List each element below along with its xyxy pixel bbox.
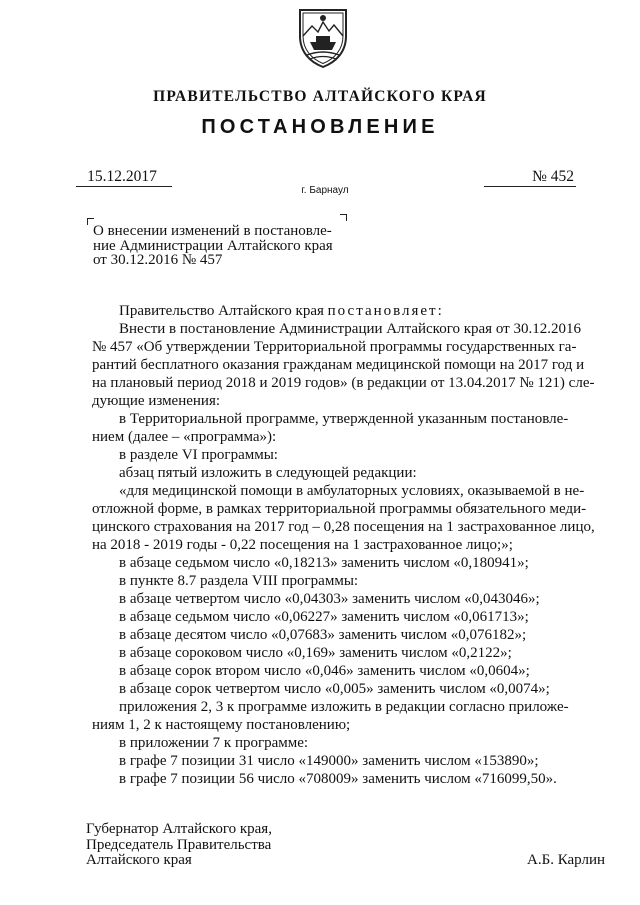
signatory-position-line: Председатель Правительства <box>86 836 272 853</box>
body-line: в абзаце сорок втором число «0,046» заменить числом «0,0604»; <box>119 663 530 679</box>
subject-line: ние Администрации Алтайского края <box>93 237 333 254</box>
body-line: цинского страхования на 2017 год – 0,28 посещения на 1 застрахованное лицо, <box>92 519 595 535</box>
signatory-position-line: Алтайского края <box>86 852 192 868</box>
body-line: Внести в постановление Администрации Алтайского края от 30.12.2016 <box>119 321 581 337</box>
body-line: отложной форме, в рамках территориальной программы обязательного меди- <box>92 501 587 517</box>
document-number: № 452 <box>532 168 574 185</box>
document-date: 15.12.2017 <box>87 168 157 185</box>
body-line: ниям 1, 2 к настоящему постановлению; <box>92 717 351 733</box>
body-line: № 457 «Об утверждении Территориальной программы государственных га- <box>92 339 577 355</box>
body-line: приложения 2, 3 к программе изложить в редакции согласно приложе- <box>119 699 569 715</box>
intro-line <box>92 302 582 320</box>
body-line: на 2018 - 2019 годы - 0,22 посещения на 1 застрахованное лицо;»; <box>92 537 513 553</box>
subject-line: от 30.12.2016 № 457 <box>93 252 223 269</box>
number-underline <box>484 186 576 187</box>
document-body <box>92 302 595 788</box>
subject-line: О внесении изменений в постановле- <box>93 223 332 239</box>
intro-suffix: : <box>437 303 442 319</box>
body-line: в приложении 7 к программе: <box>119 735 309 751</box>
body-line: в Территориальной программе, утвержденной указанным постановле- <box>119 411 569 427</box>
government-title: ПРАВИТЕЛЬСТВО АЛТАЙСКОГО КРАЯ <box>153 88 487 105</box>
body-line: в графе 7 позиции 31 число «149000» заменить числом «153890»; <box>119 753 539 769</box>
body-line: в абзаце десятом число «0,07683» заменить числом «0,076182»; <box>119 627 527 643</box>
document-type-title: ПОСТАНОВЛЕНИЕ <box>201 116 439 138</box>
body-line: на плановый период 2018 и 2019 годов» (в редакции от 13.04.2017 № 121) сле- <box>92 375 595 391</box>
signatory-name: А.Б. Карлин <box>527 852 606 868</box>
body-line: в абзаце седьмом число «0,18213» заменить числом «0,180941»; <box>119 555 529 571</box>
altai-coat-of-arms-icon <box>296 6 350 70</box>
document-subject <box>93 224 363 268</box>
body-line: дующие изменения: <box>92 393 221 409</box>
intro-verb: постановляет <box>327 303 438 319</box>
subject-bracket-right <box>340 214 347 221</box>
body-line: в абзаце седьмом число «0,06227» заменить числом «0,061713»; <box>119 609 529 625</box>
body-line: абзац пятый изложить в следующей редакции: <box>119 465 417 481</box>
signatory-position <box>86 822 272 869</box>
body-line: в пункте 8.7 раздела VIII программы: <box>119 573 359 589</box>
body-line: «для медицинской помощи в амбулаторных условиях, оказываемой в не- <box>119 483 585 499</box>
body-line: в абзаце сорок четвертом число «0,005» заменить числом «0,0074»; <box>119 681 550 697</box>
body-line: нием (далее – «программа»): <box>92 429 277 445</box>
body-line: в разделе VI программы: <box>119 447 278 463</box>
body-line: в графе 7 позиции 56 число «708009» заменить числом «716099,50». <box>119 771 557 787</box>
body-line: в абзаце четвертом число «0,04303» заменить числом «0,043046»; <box>119 591 540 607</box>
signatory-position-line: Губернатор Алтайского края, <box>86 821 272 837</box>
body-line: в абзаце сороковом число «0,169» заменить числом «0,2122»; <box>119 645 512 661</box>
intro-prefix: Правительство Алтайского края <box>119 303 328 319</box>
document-city: г. Барнаул <box>301 185 349 196</box>
body-line: рантий бесплатного оказания гражданам медицинской помощи на 2017 год и <box>92 357 585 373</box>
